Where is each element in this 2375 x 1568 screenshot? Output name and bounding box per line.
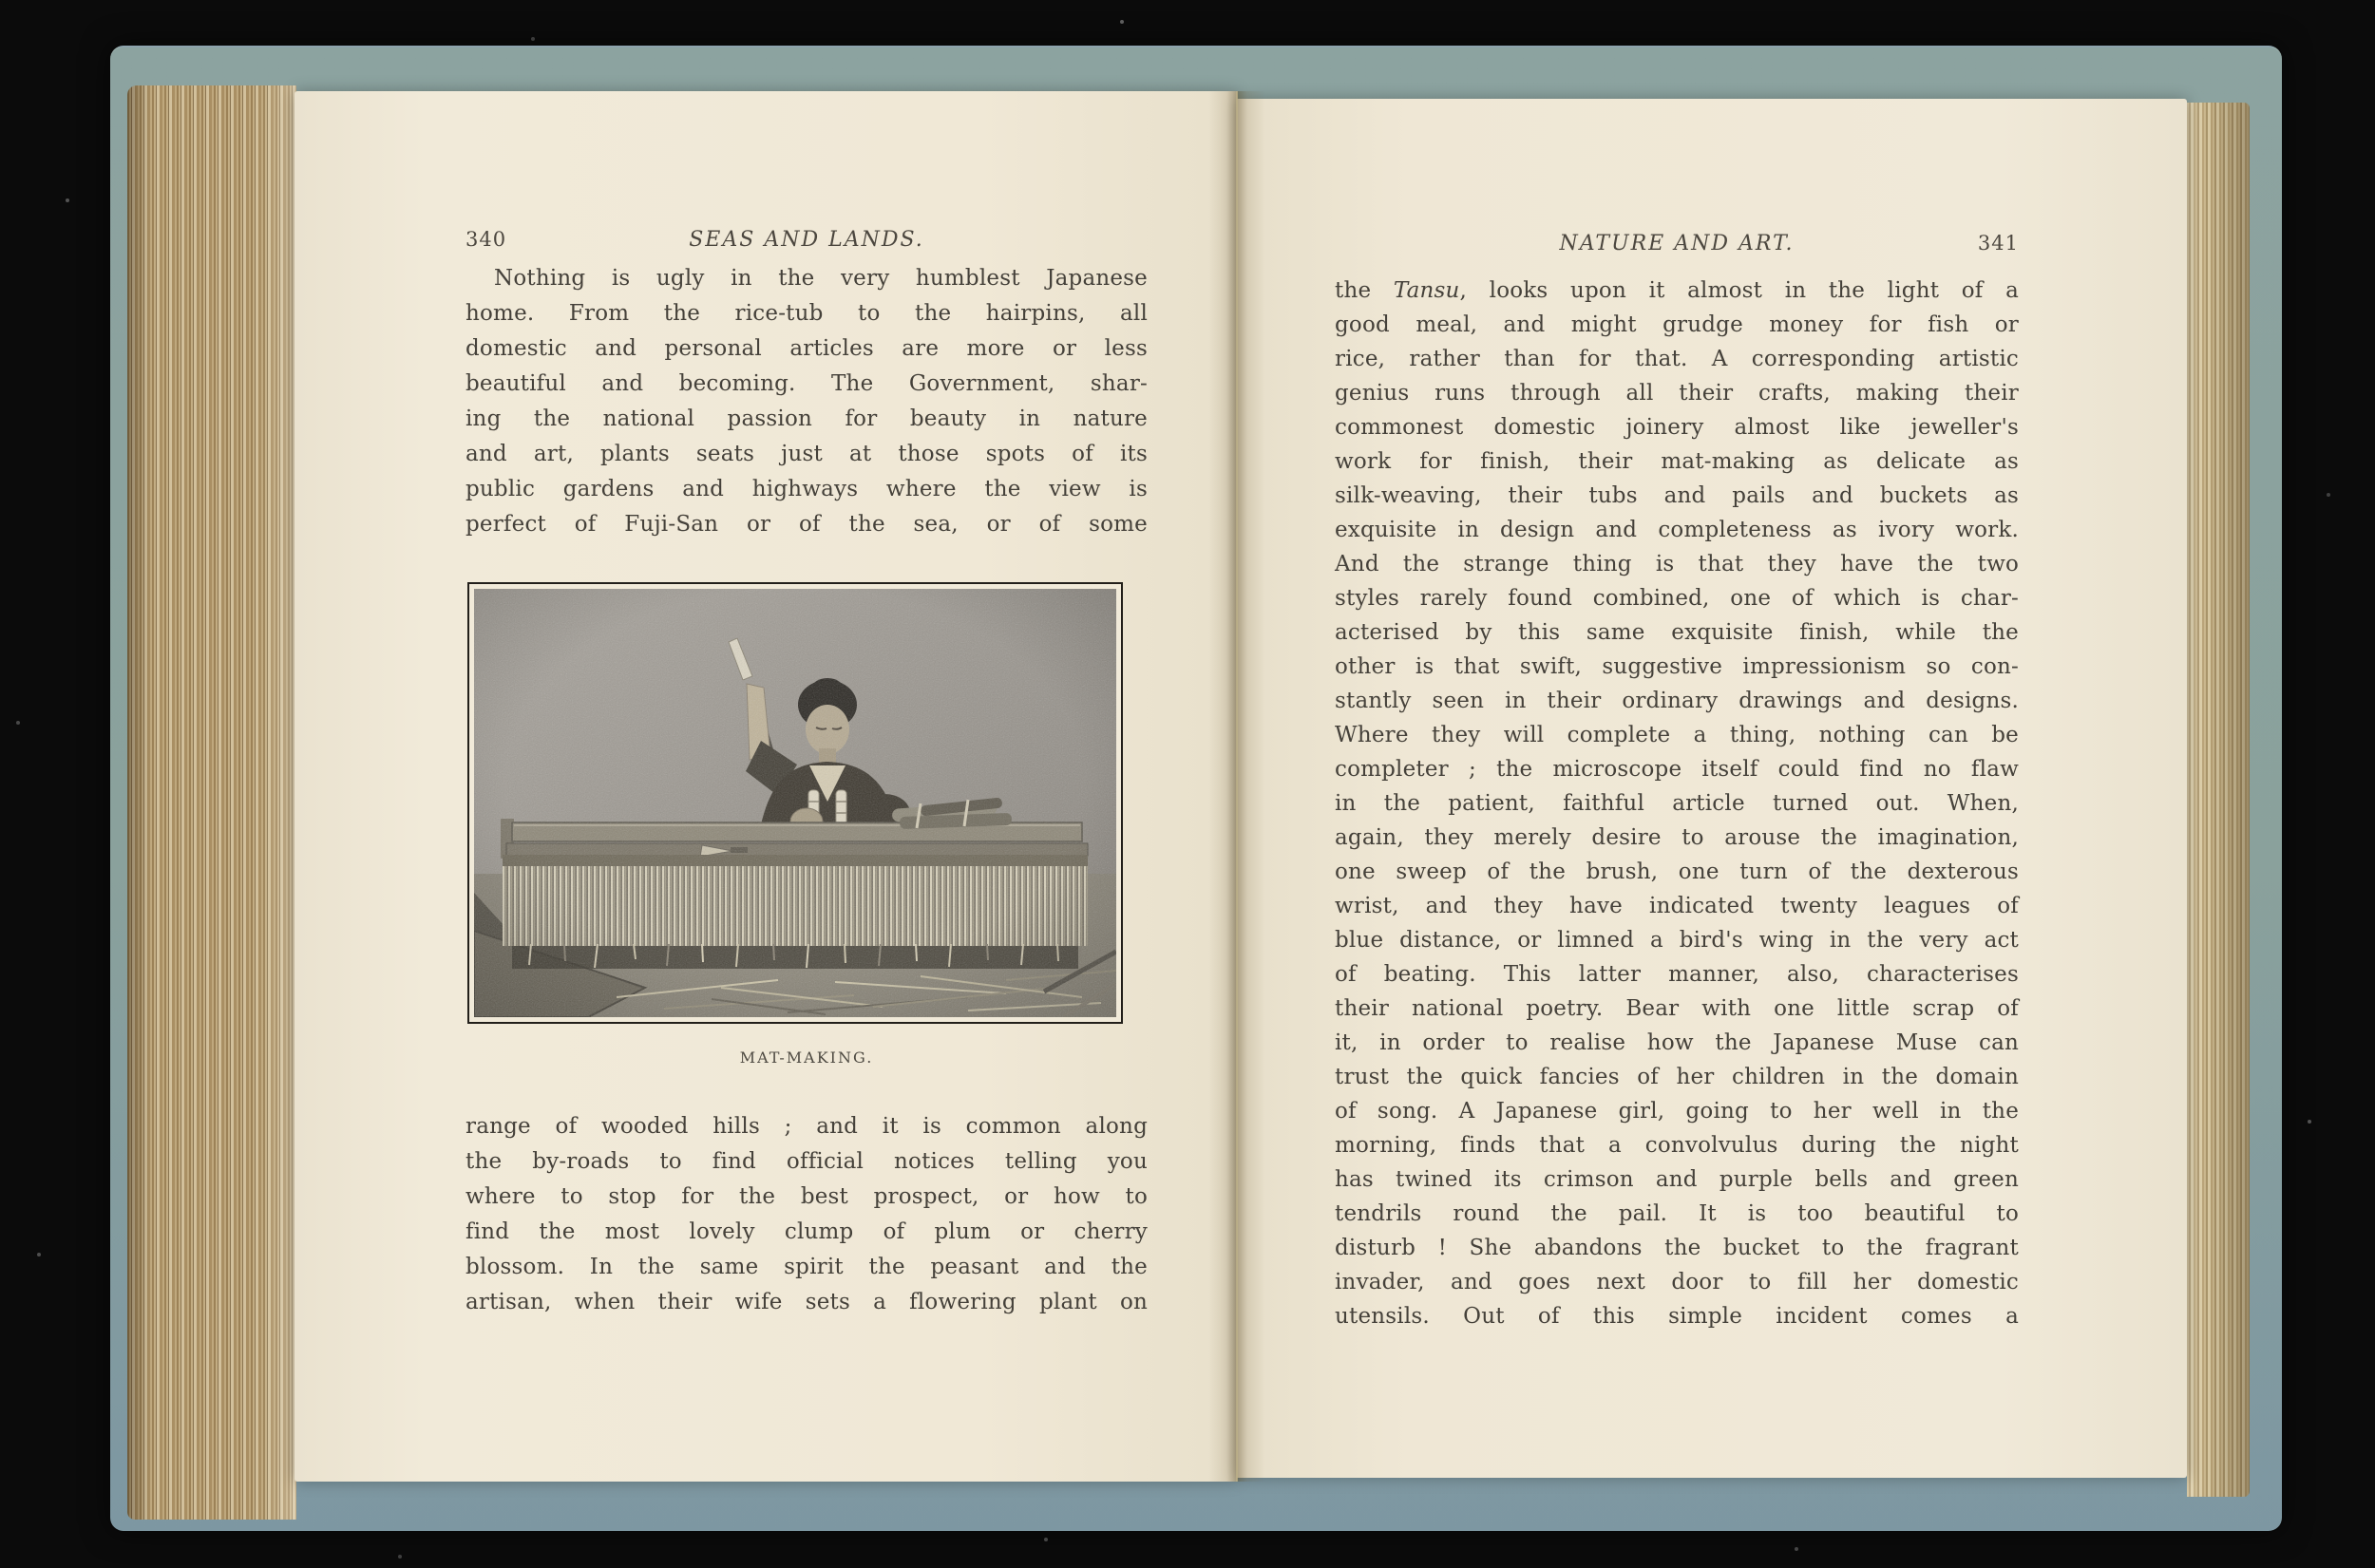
text-line: it, in order to realise how the Japanese Muse can	[1335, 1030, 2019, 1055]
text-line: home. From the rice-tub to the hairpins, all	[466, 301, 1148, 326]
text-line: find the most lovely clump of plum or cherry	[466, 1219, 1148, 1244]
text-line: blossom. In the same spirit the peasant and the	[466, 1255, 1148, 1279]
text-line: trust the quick fancies of her children in the domain	[1335, 1065, 2019, 1089]
text-line: perfect of Fuji-San or of the sea, or of some	[466, 512, 1148, 537]
text-line: disturb ! She abandons the bucket to the fragrant	[1335, 1236, 2019, 1260]
text-line: silk-weaving, their tubs and pails and buckets as	[1335, 483, 2019, 508]
right-page	[1237, 99, 2187, 1478]
text-line: blue distance, or limned a bird's wing in the very act	[1335, 928, 2019, 953]
page-edges-left	[127, 85, 296, 1520]
text-line: of song. A Japanese girl, going to her well in the	[1335, 1099, 2019, 1124]
text-line: Where they will complete a thing, nothing can be	[1335, 723, 2019, 747]
dust-specks	[0, 0, 2, 2]
text-line: And the strange thing is that they have the two	[1335, 552, 2019, 576]
text-line: beautiful and becoming. The Government, shar-	[466, 371, 1148, 396]
text-line: and art, plants seats just at those spots of its	[466, 442, 1148, 466]
text-line: tendrils round the pail. It is too beautiful to	[1335, 1201, 2019, 1226]
left-paragraph-2	[466, 1109, 1148, 1320]
page-edges-right	[2187, 103, 2250, 1497]
text-line: commonest domestic joinery almost like jeweller's	[1335, 415, 2019, 440]
text-line: good meal, and might grudge money for fish or	[1335, 312, 2019, 337]
text-line: acterised by this same exquisite finish, while the	[1335, 620, 2019, 645]
text-line: completer ; the microscope itself could find no flaw	[1335, 757, 2019, 782]
text-line: wrist, and they have indicated twenty leagues of	[1335, 894, 2019, 918]
text-line: has twined its crimson and purple bells and green	[1335, 1167, 2019, 1192]
text-line: other is that swift, suggestive impressionism so con-	[1335, 654, 2019, 679]
left-page	[294, 91, 1237, 1482]
illustration-caption: MAT-MAKING.	[739, 1048, 874, 1067]
text-line: ing the national passion for beauty in nature	[466, 406, 1148, 431]
text-line: stantly seen in their ordinary drawings and designs.	[1335, 689, 2019, 713]
right-body-text	[1335, 274, 2019, 1333]
right-page-number: 341	[1977, 232, 2019, 255]
right-running-title: NATURE AND ART.	[1559, 232, 1795, 255]
text-line: one sweep of the brush, one turn of the dexterous	[1335, 860, 2019, 884]
text-line: genius runs through all their crafts, making their	[1335, 381, 2019, 406]
left-paragraph-1	[466, 261, 1148, 542]
text-line: rice, rather than for that. A corresponding artistic	[1335, 347, 2019, 371]
text-line: work for finish, their mat-making as delicate as	[1335, 449, 2019, 474]
text-line: where to stop for the best prospect, or how to	[466, 1184, 1148, 1209]
text-line: morning, finds that a convolvulus during the night	[1335, 1133, 2019, 1158]
text-line: styles rarely found combined, one of which is char-	[1335, 586, 2019, 611]
left-running-title: SEAS AND LANDS.	[689, 228, 924, 252]
text-line: domestic and personal articles are more or less	[466, 336, 1148, 361]
text-line: range of wooded hills ; and it is common along	[466, 1114, 1148, 1139]
text-line: invader, and goes next door to fill her domestic	[1335, 1270, 2019, 1294]
text-line: utensils. Out of this simple incident comes a	[1335, 1304, 2019, 1329]
text-line: again, they merely desire to arouse the imagination,	[1335, 825, 2019, 850]
mat-making-illustration	[467, 582, 1123, 1024]
text-line: of beating. This latter manner, also, characterises	[1335, 962, 2019, 987]
text-line: Nothing is ugly in the very humblest Japanese	[494, 266, 1148, 291]
text-line: the Tansu, looks upon it almost in the light of a	[1335, 278, 2019, 303]
text-line: public gardens and highways where the view is	[466, 477, 1148, 501]
left-running-head	[466, 228, 1148, 256]
text-line: exquisite in design and completeness as ivory work.	[1335, 518, 2019, 542]
right-running-head	[1335, 232, 2019, 260]
text-line: the by-roads to find official notices telling you	[466, 1149, 1148, 1174]
mat-making-photo	[474, 589, 1116, 1017]
left-page-number: 340	[466, 228, 507, 251]
text-line: their national poetry. Bear with one little scrap of	[1335, 996, 2019, 1021]
text-line: artisan, when their wife sets a flowering plant on	[466, 1290, 1148, 1314]
text-line: in the patient, faithful article turned out. When,	[1335, 791, 2019, 816]
